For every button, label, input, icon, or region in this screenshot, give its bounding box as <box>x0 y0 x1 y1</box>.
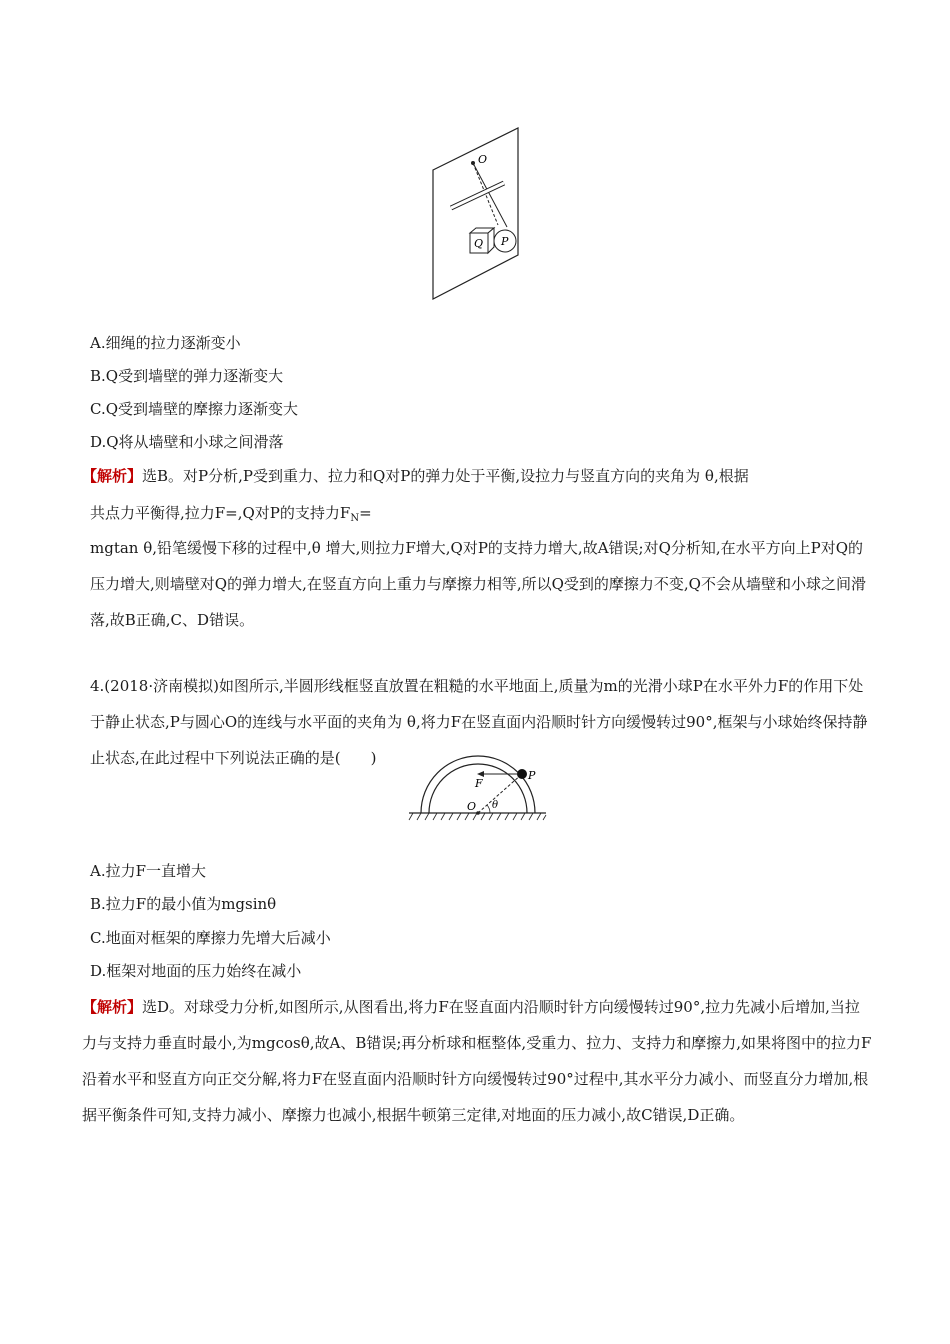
figure-wall-pencil <box>420 125 530 305</box>
label-p: P <box>528 769 536 782</box>
analysis-tag: 【解析】 <box>82 467 143 485</box>
figure-semicircle-frame <box>405 750 550 825</box>
ball-p <box>517 769 527 779</box>
label-f: F <box>475 777 483 790</box>
wall-plane <box>433 128 518 299</box>
q3-option-a: A.细绳的拉力逐渐变小 <box>90 334 241 352</box>
label-o: O <box>478 153 488 166</box>
q3-analysis-line1 <box>82 466 749 486</box>
label-theta: θ <box>492 800 499 811</box>
q3-analysis-line2: 共点力平衡得,拉力F=,Q对P的支持力$F_N=$ <box>90 504 372 524</box>
q4-option-b: B.拉力F的最小值为mgsinθ <box>90 895 277 913</box>
label-p: P <box>501 235 509 248</box>
radius-dashed <box>478 774 522 813</box>
q3-analysis-rest: mgtan θ,铅笔缓慢下移的过程中,θ 增大,则拉力F增大,Q对P的支持力增大,故A错误;对Q分析知,在水平方向上P对Q的压力增大,则墙壁对Q的弹力增大,在竖直方向上重力与摩擦力相等,所以Q受到的摩擦力不变,Q不会从墙壁和小球之间滑落,故B正确,C、D错误。 <box>90 539 866 629</box>
q4-stem: 4.(2018·济南模拟)如图所示,半圆形线框竖直放置在粗糙的水平地面上,质量为m的光滑小球P在水平外力F的作用下处于静止状态,P与圆心O的连线与水平面的夹角为 θ,将力F在竖直面内沿顺时针方向缓慢转过90°,框架与小球始终保持静止状态,在此过程中下列说法正确的是( ) <box>90 677 868 767</box>
q4-option-c: C.地面对框架的摩擦力先增大后减小 <box>90 929 331 947</box>
q3-option-d: D.Q将从墙壁和小球之间滑落 <box>90 433 284 451</box>
q4-analysis <box>82 989 872 1133</box>
q3-analysis-text1: 选B。对P分析,P受到重力、拉力和Q对P的弹力处于平衡,设拉力与竖直方向的夹角为 θ,根据 <box>142 467 749 485</box>
q4-option-a: A.拉力F一直增大 <box>90 862 207 880</box>
q4-option-d: D.框架对地面的压力始终在减小 <box>90 962 302 980</box>
theta-arc <box>487 805 490 813</box>
label-q: Q <box>474 237 484 250</box>
analysis-tag: 【解析】 <box>82 998 143 1016</box>
label-o: O <box>467 800 477 813</box>
pencil-core <box>451 183 504 208</box>
q3-option-c: C.Q受到墙壁的摩擦力逐渐变大 <box>90 400 299 418</box>
q3-option-b: B.Q受到墙壁的弹力逐渐变大 <box>90 367 284 385</box>
q4-analysis-text: 选D。对球受力分析,如图所示,从图看出,将力F在竖直面内沿顺时针方向缓慢转过90°,拉力先减小后增加,当拉力与支持力垂直时最小,为mgcosθ,故A、B错误;再分析球和框整体,受重力、拉力、支持力和摩擦力,如果将图中的拉力F沿着水平和竖直方向正交分解,将力F在竖直面内沿顺时针方向缓慢转过90°过程中,其水平分力减小、而竖直分力增加,根据平衡条件可知,支持力减小、摩擦力也减小,根据牛顿第三定律,对地面的压力减小,故C错误,D正确。 <box>82 998 872 1124</box>
